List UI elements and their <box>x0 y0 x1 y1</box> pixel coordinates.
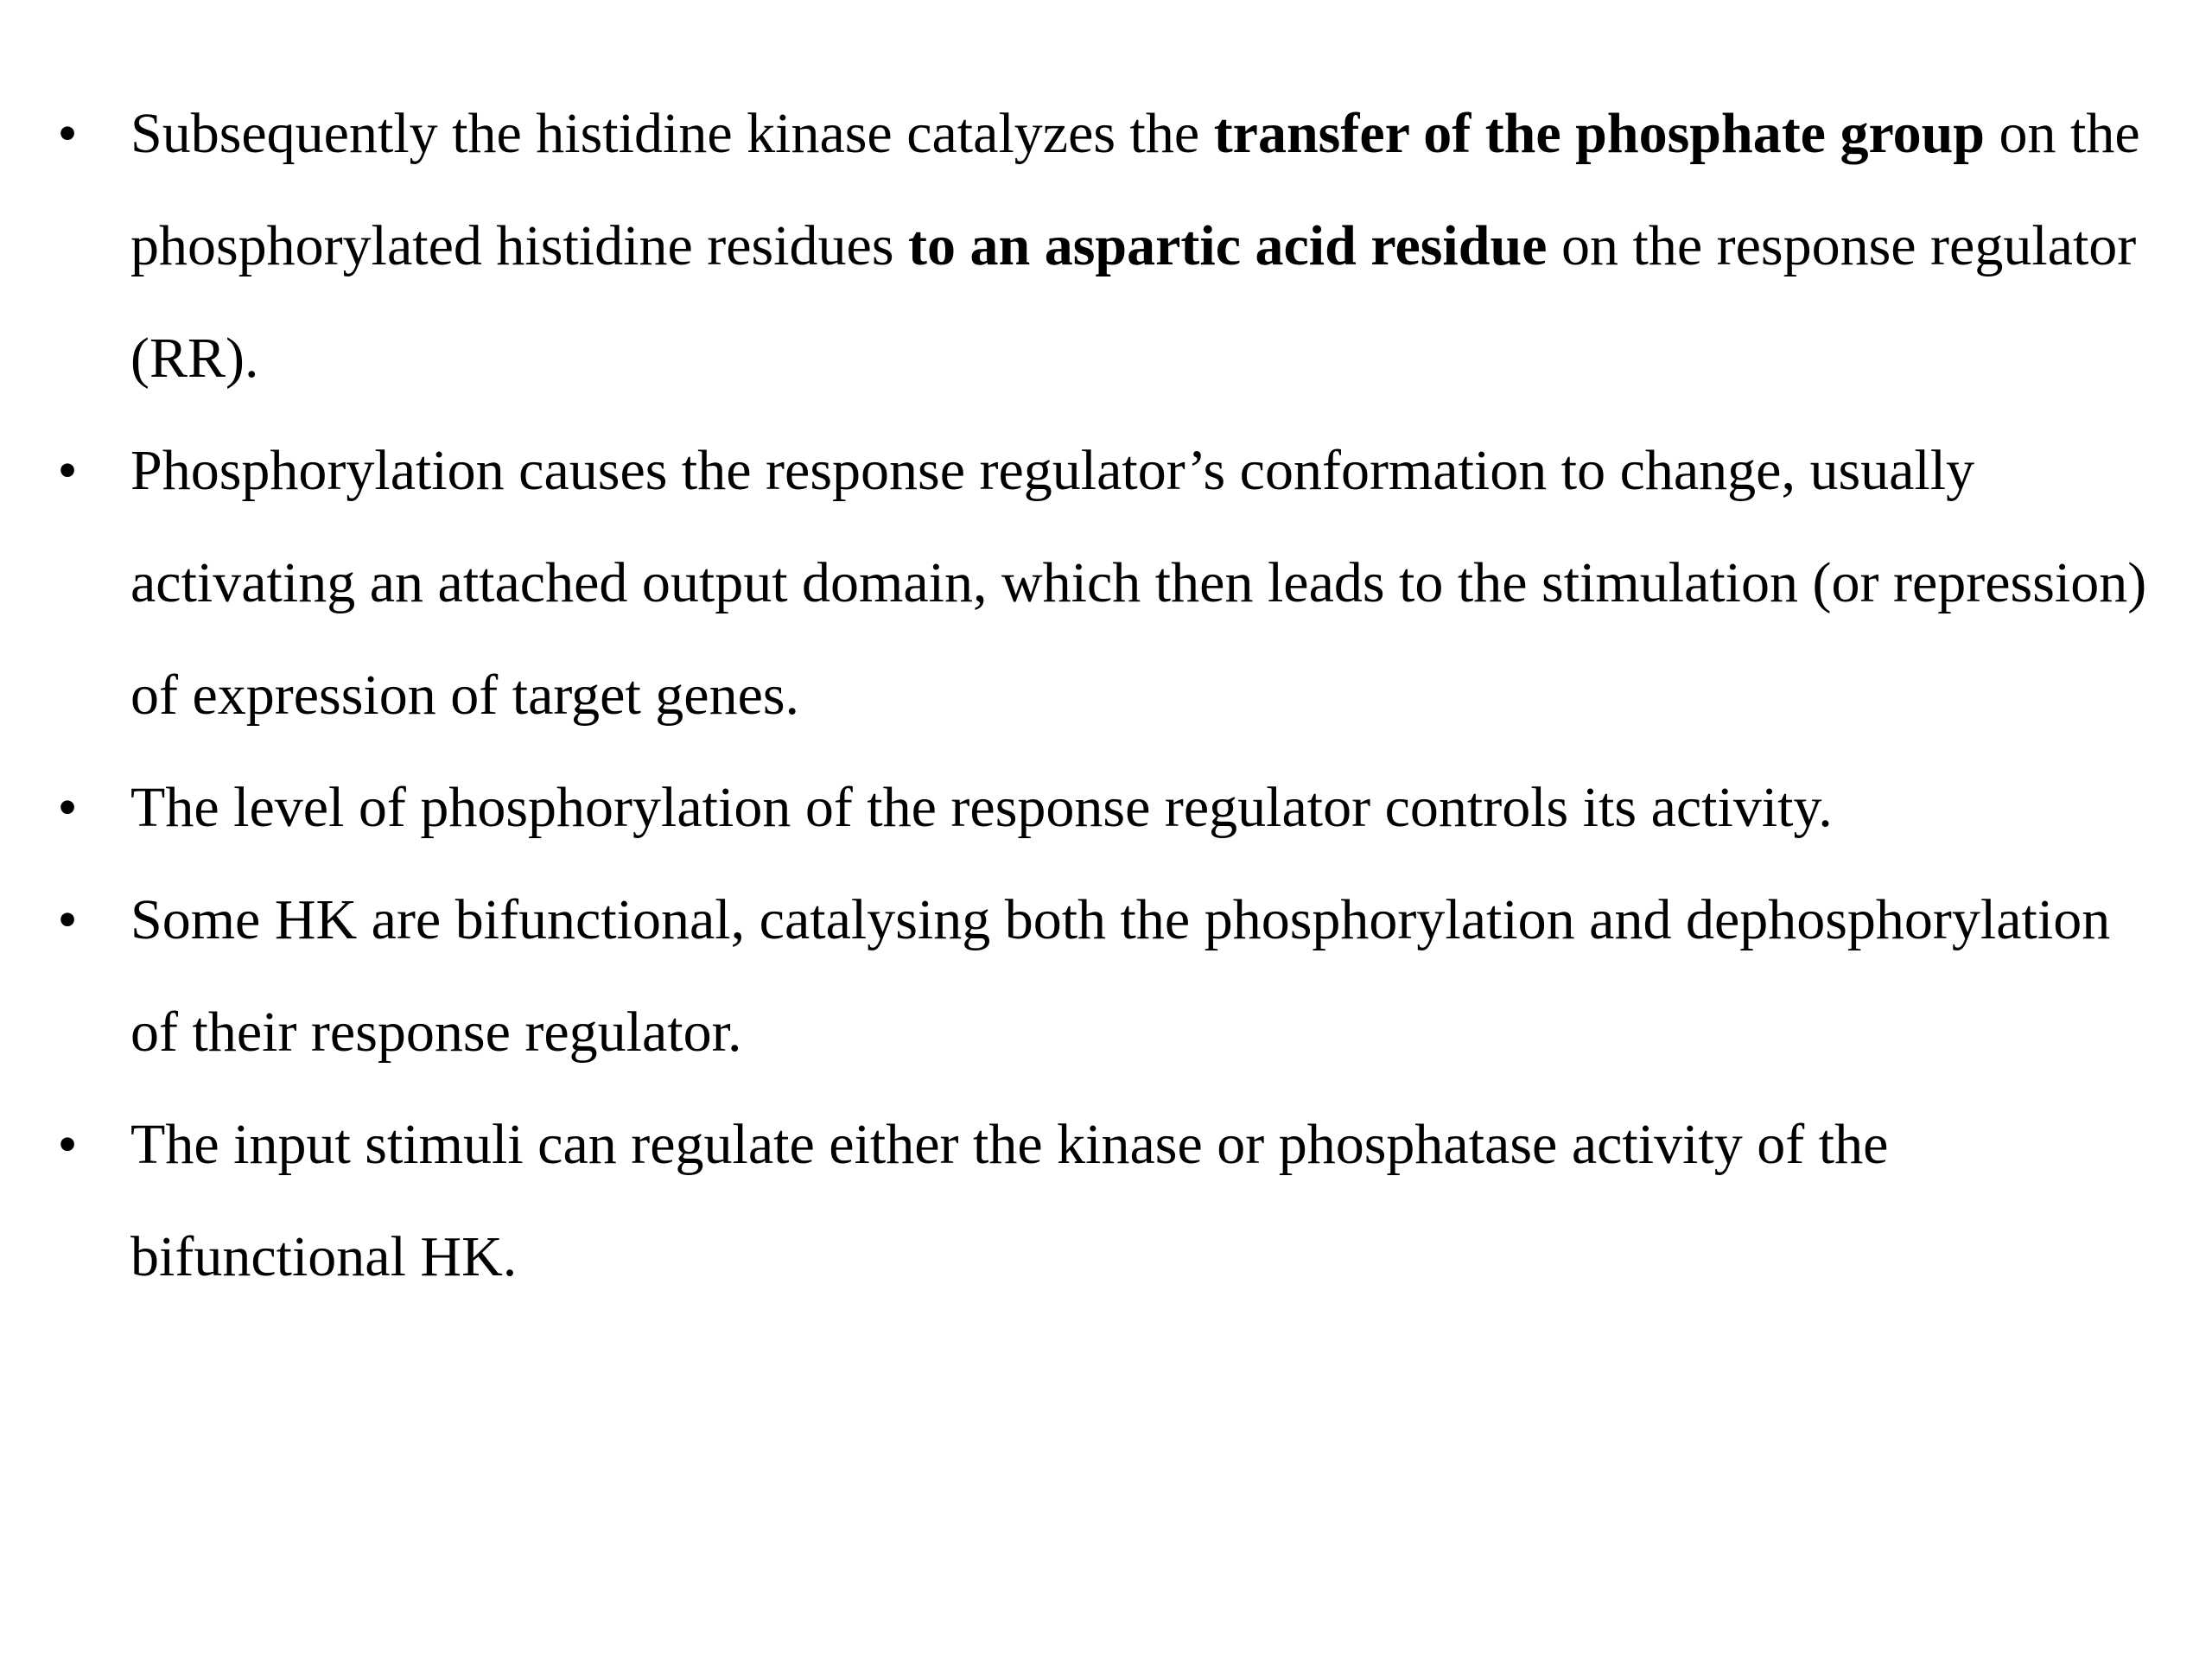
bullet-icon: • <box>57 888 78 951</box>
bullet-item-5 <box>54 1089 2163 1313</box>
bullet-1-bold-phrase-2: to an aspartic acid residue <box>908 214 1548 277</box>
bullet-5-text: The input stimuli can regulate either the kinase or phosphatase activity of the bifunctional HK. <box>130 1113 1889 1288</box>
bullet-1-text-part-3: on the response regulator (RR). <box>130 214 2137 390</box>
bullet-1-text-part-2: on the phosphorylated histidine residues <box>130 102 2140 277</box>
bullet-item-1 <box>54 78 2163 415</box>
bullet-1-bold-phrase-1: transfer of the phosphate group <box>1213 102 1985 165</box>
bullet-4-text: Some HK are bifunctional, catalysing both the phosphorylation and dephosphorylation of their response regulator. <box>130 888 2111 1064</box>
bullet-2-text: Phosphorylation causes the response regulator’s conformation to change, usually activating an attached output domain, which then leads to the stimulation (or repression) of expression of target genes. <box>130 439 2147 727</box>
bullet-icon: • <box>57 102 78 165</box>
bullet-1-text-part-1: Subsequently the histidine kinase catalyzes the <box>130 102 1214 165</box>
bullet-item-2 <box>54 415 2163 752</box>
bullet-item-4 <box>54 864 2163 1089</box>
bullet-3-text: The level of phosphorylation of the response regulator controls its activity. <box>130 776 1833 839</box>
bullet-item-3 <box>54 752 2163 864</box>
bullet-icon: • <box>57 776 78 839</box>
bullet-icon: • <box>57 439 78 502</box>
bullet-list <box>54 78 2163 1313</box>
bullet-icon: • <box>57 1113 78 1176</box>
